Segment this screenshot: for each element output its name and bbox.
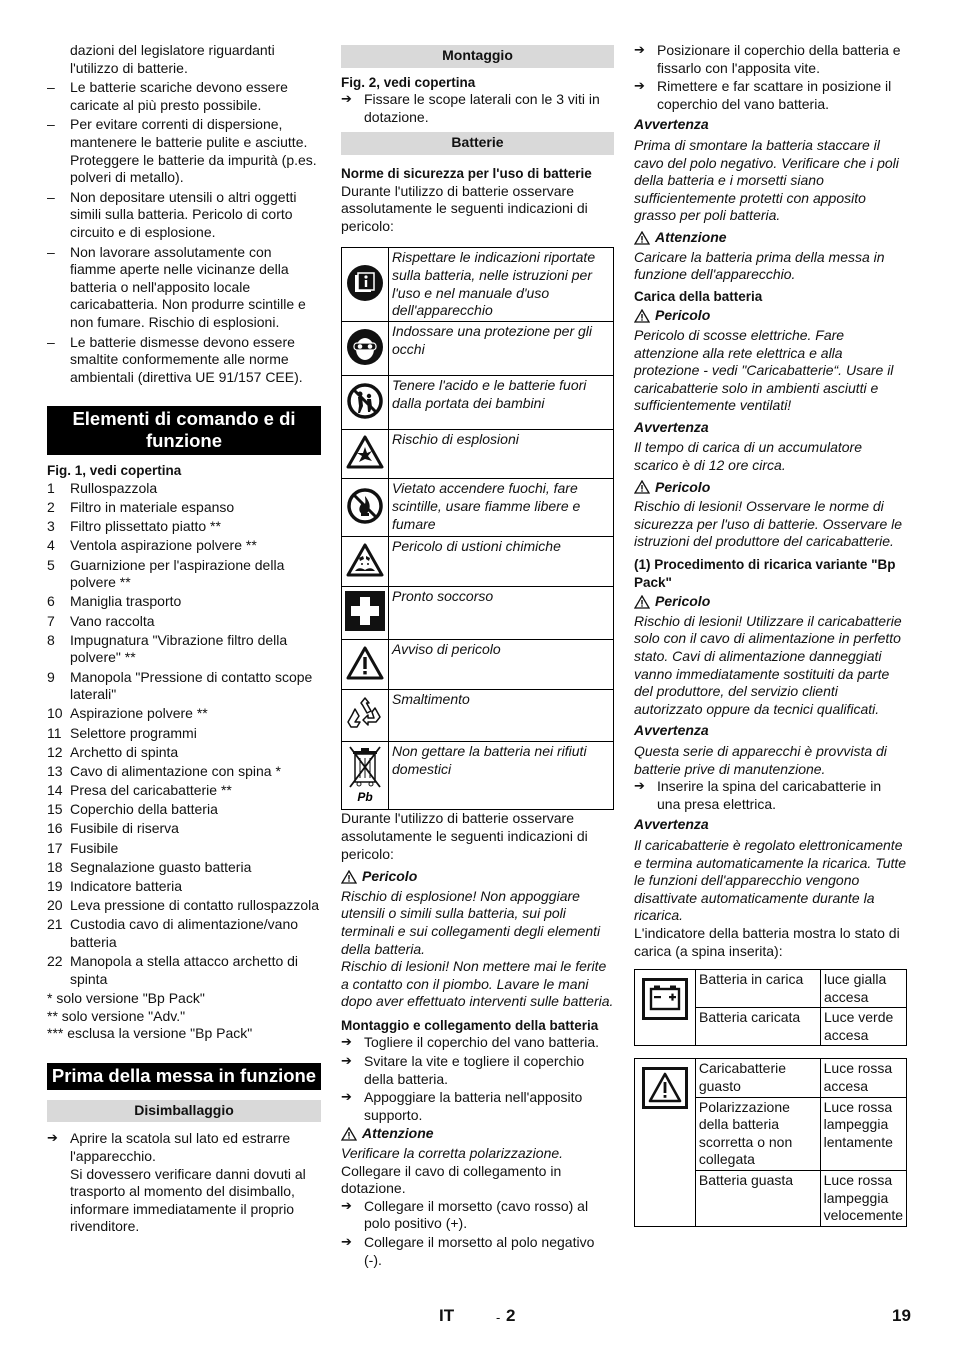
list-item: ➔ Fissare le scope laterali con le 3 viti in dotazione. bbox=[341, 91, 614, 126]
connect-text: Collegare il cavo di collegamento in dotazione. bbox=[341, 1162, 562, 1197]
explosion-icon bbox=[346, 434, 384, 470]
list-item: 17 Fusibile bbox=[47, 839, 119, 856]
note-heading: Avvertenza bbox=[634, 418, 709, 435]
table-row bbox=[342, 690, 614, 742]
list-item: 3 Filtro plissettato piatto ** bbox=[47, 518, 221, 535]
list-item: – Le batterie dismesse devono essere smaltite conformemente alle norme ambientali (direttiva UE 91/157 CEE). bbox=[47, 334, 321, 387]
subheading-batteries: Batterie bbox=[341, 132, 614, 155]
no-fire-icon bbox=[346, 487, 384, 525]
list-item: – Non lavorare assolutamente con fiamme aperte nelle vicinanze della batteria o nell'apposito locale caricabatteria. Non produrre scintille e non fumare. Rischio di esplosioni. bbox=[47, 244, 321, 332]
fig2-reference: Fig. 2, vedi copertina bbox=[341, 74, 476, 90]
section-heading-controls: Elementi di comando e di funzione bbox=[47, 406, 321, 455]
list-item: 1 Rullospazzola bbox=[47, 479, 158, 496]
list-item: 4 Ventola aspirazione polvere ** bbox=[47, 537, 257, 554]
danger-text: Rischio di lesioni! Non mettere mai le ferite a contatto con il piombo. Lavare le mani dopo aver effettuato interventi sulle batteria. bbox=[341, 958, 614, 1010]
list-item: ➔ Appoggiare la batteria nell'apposito supporto. bbox=[341, 1089, 614, 1124]
warning-icon bbox=[341, 870, 357, 884]
table-row bbox=[342, 376, 614, 430]
note-text: Prima di smontare la batteria staccare il cavo del polo negativo. Verificare che i poli della batteria e i morsetti siano sufficientemente protetti con apposito grasso per poli batteria. bbox=[634, 136, 899, 224]
parts-list bbox=[47, 480, 321, 989]
attention-heading: Attenzione bbox=[634, 229, 908, 247]
subheading-assembly: Montaggio bbox=[341, 45, 614, 68]
danger-text: Rischio di lesioni! Osservare le norme di sicurezza per l'uso di batterie. Osservare le istruzioni del produttore del caricabatterie. bbox=[634, 498, 903, 550]
warning-icon bbox=[341, 1127, 357, 1141]
note-heading: Avvertenza bbox=[634, 816, 709, 833]
list-item: ➔ Collegare il morsetto (cavo rosso) al polo positivo (+). bbox=[341, 1198, 614, 1233]
no-trash-pb-icon bbox=[345, 744, 385, 804]
table-row bbox=[342, 537, 614, 587]
list-item: 2 Filtro in materiale espanso bbox=[47, 499, 235, 516]
symbol-text: Smaltimento bbox=[389, 690, 614, 742]
table-row bbox=[635, 970, 907, 1008]
list-item: ➔ Rimettere e far scattare in posizione il coperchio del vano batteria. bbox=[634, 78, 908, 113]
column-2 bbox=[341, 42, 614, 1270]
safety-title: Norme di sicurezza per l'uso di batterie bbox=[341, 165, 592, 181]
indicator-text: L'indicatore della batteria mostra lo stato di carica (a spina inserita): bbox=[634, 924, 900, 959]
symbol-text: Pronto soccorso bbox=[389, 587, 614, 640]
table-row bbox=[342, 587, 614, 640]
footer-section-number: 2 bbox=[506, 1306, 516, 1325]
list-item: 21 Custodia cavo di alimentazione/vano batteria bbox=[47, 916, 299, 950]
status-light: Luce rossa lampeggia lentamente bbox=[820, 1097, 906, 1170]
status-label: Caricabatterie guasto bbox=[695, 1059, 820, 1097]
list-item: 16 Fusibile di riserva bbox=[47, 820, 179, 837]
list-item: – Le batterie scariche devono essere caricate al più presto possibile. bbox=[47, 79, 321, 114]
footer-page-number: 19 bbox=[892, 1306, 911, 1325]
assembly-steps bbox=[341, 91, 614, 126]
safety-intro: Durante l'utilizzo di batterie osservare assolutamente le seguenti indicazioni di pericolo: bbox=[341, 182, 588, 234]
list-item: 8 Impugnatura "Vibrazione filtro della polvere" ** bbox=[47, 631, 288, 666]
attention-text: Verificare la corretta polarizzazione. bbox=[341, 1145, 564, 1162]
status-light: Luce verde accesa bbox=[821, 1008, 907, 1046]
warning-icon bbox=[634, 309, 650, 323]
status-label: Polarizzazione della batteria scorretta o non collegata bbox=[695, 1097, 820, 1170]
keep-children-away-icon bbox=[346, 382, 384, 420]
list-item: 7 Vano raccolta bbox=[47, 612, 155, 629]
symbol-text: Vietato accendere fuochi, fare scintille, usare fiamme libere e fumare bbox=[389, 479, 614, 537]
battery-icon bbox=[642, 978, 688, 1020]
table-row bbox=[342, 742, 614, 810]
warning-icon bbox=[642, 1067, 688, 1109]
list-item: 5 Guarnizione per l'aspirazione della polvere ** bbox=[47, 556, 285, 591]
list-item: ➔ Aprire la scatola sul lato ed estrarre l'apparecchio. Si dovessero verificare danni dovuti al trasporto al momento del disimballo, informare immediatamente il proprio rivenditore. bbox=[47, 1130, 321, 1236]
intro-continuation: dazioni del legislatore riguardanti l'utilizzo di batterie. bbox=[70, 42, 275, 76]
connect-steps bbox=[341, 1198, 614, 1269]
symbol-text: Indossare una protezione per gli occhi bbox=[389, 322, 614, 376]
list-item: 18 Segnalazione guasto batteria bbox=[47, 858, 252, 875]
footer-language: IT bbox=[439, 1306, 455, 1325]
subheading-unpacking: Disimballaggio bbox=[47, 1100, 321, 1123]
list-item: ➔ Svitare la vite e togliere il coperchio della batteria. bbox=[341, 1053, 614, 1088]
fault-status-table bbox=[634, 1058, 907, 1226]
status-light: Luce rossa accesa bbox=[820, 1059, 906, 1097]
safety-intro-2: Durante l'utilizzo di batterie osservare assolutamente le seguenti indicazioni di pericolo: bbox=[341, 810, 588, 862]
list-item: – Non depositare utensili o altri oggetti simili sulla batteria. Pericolo di corto circuito e di esplosione. bbox=[47, 189, 321, 242]
list-item: 13 Cavo di alimentazione con spina * bbox=[47, 762, 281, 779]
warning-icon bbox=[634, 480, 650, 494]
note-heading: Avvertenza bbox=[634, 722, 709, 739]
battery-rules-list bbox=[47, 79, 321, 386]
column-1 bbox=[47, 42, 321, 1237]
table-row bbox=[342, 248, 614, 322]
fig1-reference: Fig. 1, vedi copertina bbox=[47, 463, 182, 479]
status-label: Batteria in carica bbox=[696, 970, 821, 1008]
symbols-table bbox=[341, 247, 614, 810]
footnote: ** solo versione "Adv." bbox=[47, 1007, 186, 1024]
footer-separator: - bbox=[496, 1310, 501, 1325]
procedure-title: (1) Procedimento di ricarica variante "Bp Pack" bbox=[634, 557, 896, 590]
danger-text: Rischio di esplosione! Non appoggiare utensili o simili sulla batteria, sui poli terminali e sui collegamenti degli elementi della batteria. bbox=[341, 887, 601, 957]
footnote: *** esclusa la versione "Bp Pack" bbox=[47, 1025, 253, 1042]
plug-steps bbox=[634, 778, 908, 813]
warning-icon bbox=[634, 595, 650, 609]
attention-text: Caricare la batteria prima della messa in funzione dell'apparecchio. bbox=[634, 248, 885, 283]
section-heading-startup: Prima della messa in funzione bbox=[47, 1063, 321, 1090]
table-row bbox=[342, 479, 614, 537]
list-item: – Per evitare correnti di dispersione, mantenere le batterie pulite e asciutte. Proteggere le batterie da impurità (p.es. polveri di metallo). bbox=[47, 116, 321, 186]
symbol-text: Tenere l'acido e le batterie fuori dalla portata dei bambini bbox=[389, 376, 614, 430]
recycle-icon bbox=[346, 695, 384, 733]
status-light: luce gialla accesa bbox=[821, 970, 907, 1008]
unpack-steps bbox=[47, 1130, 321, 1236]
status-light: Luce rossa lampeggia velocemente bbox=[820, 1171, 906, 1227]
danger-text: Pericolo di scosse elettriche. Fare attenzione alla rete elettrica e alla protezione - vedi "Caricabatterie“. Usare il caricabatterie solo in ambienti asciutti e sufficientemente ventilati! bbox=[634, 326, 894, 414]
list-item: 20 Leva pressione di contatto rullospazzola bbox=[47, 897, 320, 914]
list-item: ➔ Inserire la spina del caricabatterie in una presa elettrica. bbox=[634, 778, 908, 813]
list-item: 15 Coperchio della batteria bbox=[47, 801, 218, 818]
table-row bbox=[342, 322, 614, 376]
symbol-text: Pericolo di ustioni chimiche bbox=[389, 537, 614, 587]
pb-label: Pb bbox=[357, 789, 373, 804]
status-label: Batteria caricata bbox=[696, 1008, 821, 1046]
table-row bbox=[635, 1059, 907, 1097]
goggles-icon bbox=[346, 328, 384, 366]
charge-title: Carica della batteria bbox=[634, 288, 763, 304]
list-item: ➔ Posizionare il coperchio della batteria e fissarlo con l'apposita vite. bbox=[634, 42, 908, 77]
warning-icon bbox=[634, 231, 650, 245]
note-heading: Avvertenza bbox=[634, 116, 709, 133]
list-item: 6 Maniglia trasporto bbox=[47, 593, 182, 610]
list-item: 19 Indicatore batteria bbox=[47, 878, 183, 895]
danger-heading: Pericolo bbox=[341, 868, 614, 886]
column-3 bbox=[634, 42, 908, 1227]
table-row bbox=[342, 640, 614, 690]
list-item: 11 Selettore programmi bbox=[47, 724, 197, 741]
danger-heading: Pericolo bbox=[634, 479, 908, 497]
list-item: ➔ Collegare il morsetto al polo negativo (-). bbox=[341, 1234, 614, 1269]
charge-status-table bbox=[634, 969, 907, 1046]
note-text: Il caricabatterie è regolato elettronicamente e termina automaticamente la ricarica. Tutte le funzioni dell'apparecchio vengono disattivate automaticamente durante la ricarica. bbox=[634, 836, 907, 924]
danger-heading: Pericolo bbox=[634, 593, 908, 611]
manual-icon bbox=[346, 264, 384, 302]
mount-steps bbox=[341, 1034, 614, 1124]
list-item: 12 Archetto di spinta bbox=[47, 743, 179, 760]
symbol-text: Rispettare le indicazioni riportate sulla batteria, nelle istruzioni per l'uso e nel manuale d'uso dell'apparecchio bbox=[389, 248, 614, 322]
list-item: ➔ Togliere il coperchio del vano batteria. bbox=[341, 1034, 614, 1052]
attention-heading: Attenzione bbox=[341, 1125, 614, 1143]
symbol-text: Rischio di esplosioni bbox=[389, 430, 614, 479]
symbol-text: Avviso di pericolo bbox=[389, 640, 614, 690]
first-aid-icon bbox=[345, 591, 385, 631]
symbol-text: Non gettare la batteria nei rifiuti domestici bbox=[389, 742, 614, 810]
list-item: 9 Manopola "Pressione di contatto scope laterali" bbox=[47, 668, 313, 703]
list-item: 22 Manopola a stella attacco archetto di spinta bbox=[47, 953, 299, 987]
footnote: * solo versione "Bp Pack" bbox=[47, 989, 205, 1006]
warning-icon bbox=[346, 645, 384, 681]
danger-text: Rischio di lesioni! Utilizzare il caricabatterie solo con il cavo di alimentazione in perfetto stato. Cavi di alimentazione danneggiati vanno immediatamente sostituiti da parte del produttore, del servizio clienti autorizzato oppure da tecnici qualificati. bbox=[634, 612, 902, 717]
danger-heading: Pericolo bbox=[634, 307, 908, 325]
list-item: 10 Aspirazione polvere ** bbox=[47, 705, 208, 722]
note-text: Il tempo di carica di un accumulatore scarico è di 12 ore circa. bbox=[634, 439, 862, 474]
mount-title: Montaggio e collegamento della batteria bbox=[341, 1017, 599, 1033]
status-label: Batteria guasta bbox=[695, 1171, 820, 1227]
list-item: 14 Presa del caricabatterie ** bbox=[47, 782, 232, 799]
table-row bbox=[342, 430, 614, 479]
cover-steps bbox=[634, 42, 908, 113]
note-text: Questa serie di apparecchi è provvista di batterie prive di manutenzione. bbox=[634, 742, 887, 777]
corrosive-icon bbox=[346, 542, 384, 578]
